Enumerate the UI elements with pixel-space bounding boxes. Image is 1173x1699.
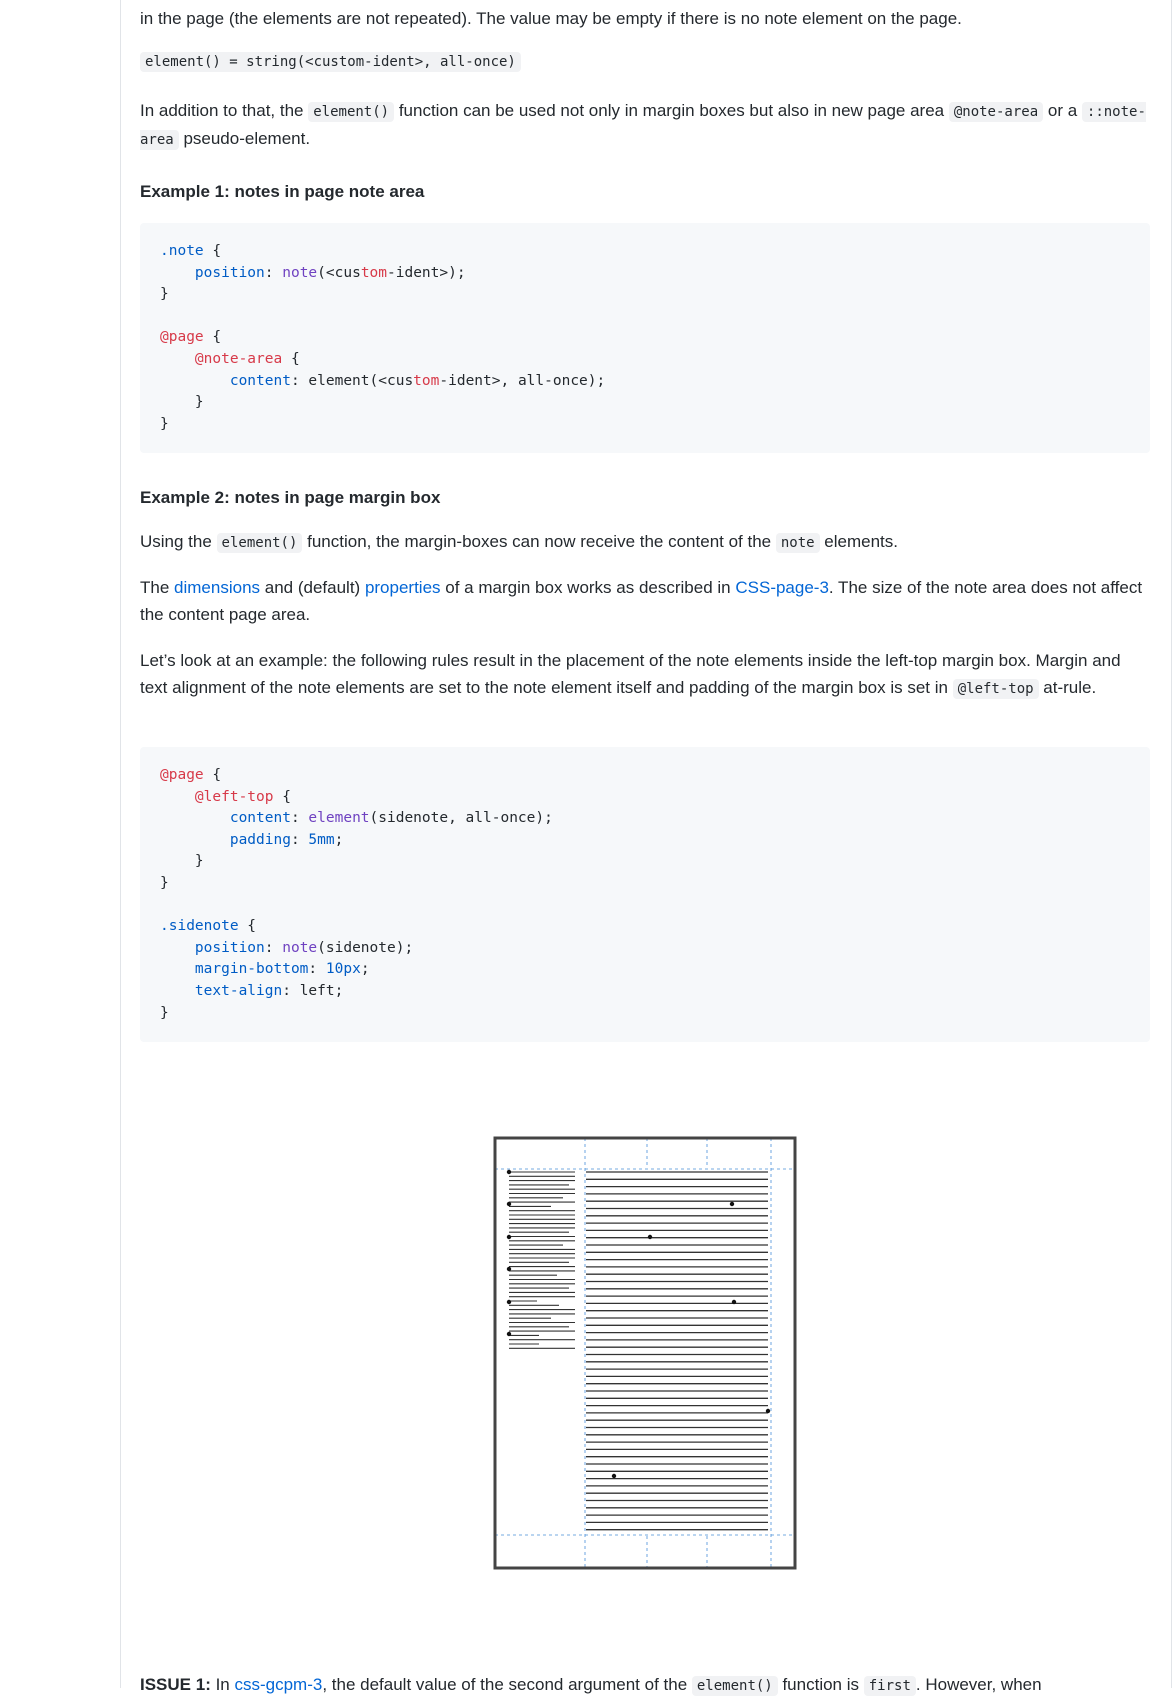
inline-code: first xyxy=(864,1676,916,1696)
code-token: .sidenote xyxy=(160,918,239,935)
text: pseudo-element. xyxy=(178,128,311,148)
code-token: @note-area xyxy=(194,350,283,367)
code-token: -ident>, all-once); xyxy=(439,372,606,389)
code-token xyxy=(160,789,195,805)
content-left-border xyxy=(120,0,121,1688)
text: of a margin box works as described in xyxy=(440,578,736,597)
example1-code-block xyxy=(140,223,1150,453)
link-dimensions[interactable]: dimensions xyxy=(174,578,261,597)
text: function can be used not only in margin boxes but also in new page area xyxy=(394,101,949,120)
code-token xyxy=(160,940,195,956)
text: In addition to that, the xyxy=(140,101,309,120)
inline-code: @note-area xyxy=(949,102,1043,122)
text: Let’s look at an example: the following rules result in the placement of the note elements inside the left-top margin box. Margin and text alignment of the note elements are set to the note element itself and padding of the margin box is set in xyxy=(140,651,1121,697)
text: , the default value of the second argument of the xyxy=(322,1675,692,1694)
code-token: position xyxy=(194,264,265,281)
code-token xyxy=(160,265,195,281)
link-properties[interactable]: properties xyxy=(364,578,441,597)
content-right-border xyxy=(1171,0,1172,1688)
code-token: : xyxy=(308,961,326,978)
note-marker xyxy=(612,1474,616,1478)
example2-heading: Example 2: notes in page margin box xyxy=(140,488,441,507)
text: or a xyxy=(1043,101,1082,120)
inline-code: element() xyxy=(308,102,394,122)
code-token: ; xyxy=(334,831,344,848)
issue-label: ISSUE 1: xyxy=(140,1675,211,1694)
text: . However, when xyxy=(915,1675,1042,1694)
code-token: : left; xyxy=(282,982,344,999)
code-token xyxy=(160,983,195,999)
note-marker xyxy=(507,1300,511,1304)
code-token: padding xyxy=(229,831,291,848)
paragraph-using xyxy=(140,529,1150,557)
inline-code: @left-top xyxy=(953,679,1039,699)
code-token: tom xyxy=(360,264,388,281)
code-token: } xyxy=(160,1004,169,1021)
code-token: position xyxy=(194,939,265,956)
note-marker xyxy=(507,1332,511,1336)
inline-code: note xyxy=(776,533,820,553)
code-token xyxy=(160,810,230,826)
text: The xyxy=(140,578,175,597)
link-css-gcpm-3[interactable]: css-gcpm-3 xyxy=(234,1675,323,1694)
code-token: content xyxy=(229,810,291,827)
code-token: note xyxy=(282,264,318,281)
text: function, the margin-boxes can now receive the content of the xyxy=(302,532,776,551)
code-token: { xyxy=(282,350,300,367)
code-token: { xyxy=(238,918,257,935)
code-token: tom xyxy=(413,372,440,389)
code-token: { xyxy=(273,788,291,805)
note-marker xyxy=(507,1202,511,1206)
text: Using the xyxy=(140,532,217,551)
code-token: : xyxy=(290,831,309,848)
code-token: -ident>); xyxy=(387,264,466,281)
code-token: element xyxy=(308,810,370,827)
code-token: } xyxy=(160,853,204,870)
text: . The size of the note area does not affect the content page area. xyxy=(140,578,1143,624)
note-marker xyxy=(732,1300,736,1304)
paragraph-addition xyxy=(140,98,1150,153)
code-token: @left-top xyxy=(194,788,274,805)
note-marker xyxy=(507,1170,511,1174)
code-token: : element(<cus xyxy=(290,372,414,389)
code-token: { xyxy=(203,243,222,259)
note-marker xyxy=(507,1267,511,1271)
code-token xyxy=(160,373,230,389)
issue-paragraph xyxy=(140,1672,1150,1699)
code-token: : xyxy=(264,939,283,956)
syntax-code: element() = string(<custom-ident>, all-once) xyxy=(140,52,521,72)
code-token: } xyxy=(160,394,204,411)
text: at-rule. xyxy=(1038,677,1097,697)
note-marker xyxy=(648,1235,652,1239)
link-css-page-3[interactable]: CSS-page-3 xyxy=(735,578,829,597)
note-marker xyxy=(766,1409,770,1413)
code-token xyxy=(160,832,230,848)
example2-code-block xyxy=(140,747,1150,1042)
code-token: { xyxy=(203,767,222,783)
code-token: 10px xyxy=(325,961,361,978)
code-token: note xyxy=(282,939,318,956)
code-token: { xyxy=(203,329,222,346)
code-token: @page xyxy=(160,329,204,346)
code-token xyxy=(160,961,195,977)
code-token: @page xyxy=(160,767,204,783)
text: and (default) xyxy=(260,578,365,597)
code-token: (sidenote); xyxy=(317,939,414,956)
code-token: 5mm xyxy=(308,831,335,848)
syntax-line xyxy=(140,53,1150,71)
paragraph-top: in the page (the elements are not repeated). The value may be empty if there is no note element on the page. xyxy=(140,9,962,28)
code-token: content xyxy=(229,372,291,389)
note-marker xyxy=(507,1235,511,1239)
code-token: text-align xyxy=(194,982,283,999)
note-marker xyxy=(730,1202,734,1206)
paragraph-dimensions xyxy=(140,575,1150,628)
page-layout-illustration xyxy=(485,1128,805,1582)
text: function is xyxy=(777,1675,864,1694)
code-token xyxy=(160,351,195,367)
inline-code: element() xyxy=(217,533,303,553)
code-token: : xyxy=(290,810,309,827)
code-token: } xyxy=(160,874,169,891)
code-token: .note xyxy=(160,243,204,259)
inline-code: ::note-area xyxy=(140,104,1146,148)
code-token: : xyxy=(264,264,283,281)
code-token: } xyxy=(160,286,169,303)
code-token: (<cus xyxy=(317,264,361,281)
code-token: ; xyxy=(360,961,370,978)
example1-heading: Example 1: notes in page note area xyxy=(140,182,425,201)
text: elements. xyxy=(819,532,899,551)
code-token: } xyxy=(160,415,169,432)
inline-code: element() xyxy=(692,1676,778,1696)
note-text-lines xyxy=(509,1172,575,1348)
code-token: (sidenote, all-once); xyxy=(369,810,553,827)
text: In xyxy=(210,1675,235,1694)
paragraph-example xyxy=(140,648,1150,702)
code-token: margin-bottom xyxy=(194,961,309,978)
